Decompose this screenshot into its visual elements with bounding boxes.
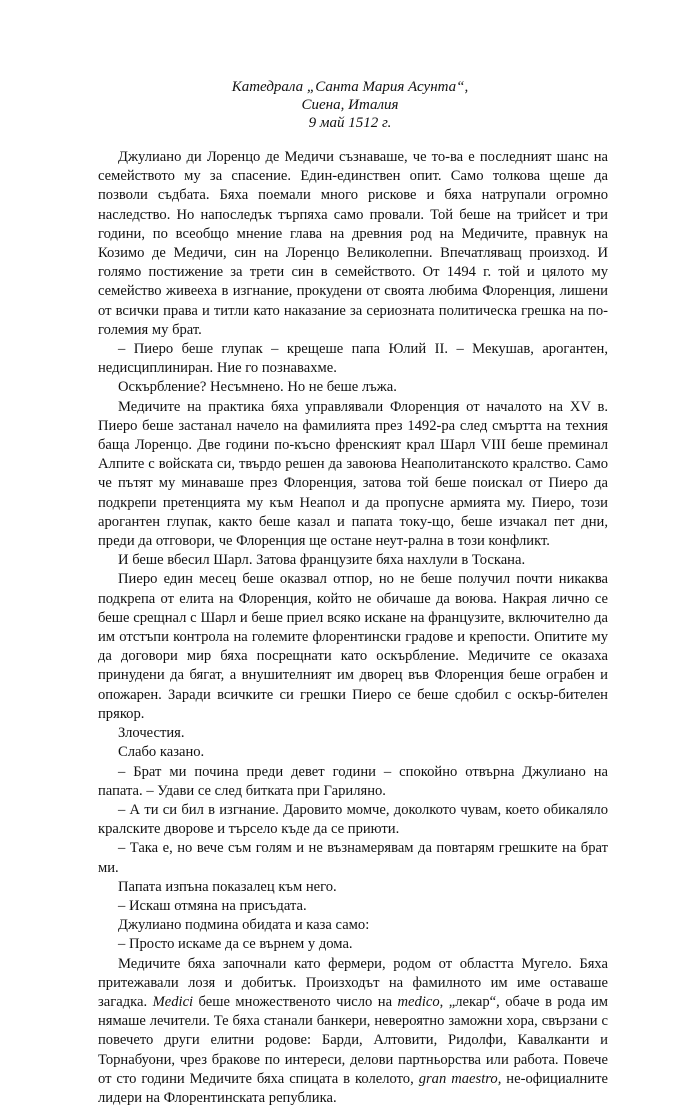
paragraph: Оскърбление? Несъмнено. Но не беше лъжа. [118,379,397,396]
paragraph: – Пиеро беше глупак – крещеше папа Юлий II. – Мекушав, арогантен, недисциплиниран. Ние го познавахме. [98,341,608,377]
paragraph: – Брат ми почина преди девет години – спокойно отвърна Джулиано на папата. – Удави се след битката при Гариляно. [98,763,608,799]
heading-location: Катедрала „Санта Мария Асунта“, [231,79,469,95]
italic-term-medico: medico [397,993,440,1010]
paragraph: Джулиано подмина обидата и каза само: [118,917,370,934]
paragraph: Джулиано ди Лоренцо де Медичи съзнаваше, че то-ва е последният шанс на семейството му за спасение. Един-единствен опит. Само толкова щеше да позволи съдбата. Бяха поемали много рискове и бяха натрупали огромно наследство. Но напоследък търпяха само провали. Той беше на трийсет и три години, по всеобщо мнение глава на древния род на Медичите, правнук на Козимо де Медичи, син на Лоренцо Великолепни. Впечатляващ произход. И голямо постижение за трети син в семейството. От 1494 г. той и цялото му семейство живееха в изгнание, прокудени от своята любима Флоренция, лишени от всички права и титли като наказание за сериозната политическа грешка на по-големия му брат. [98,149,608,338]
paragraph-last [98,955,608,1108]
italic-term-gran-maestro: gran maestro, [418,1070,502,1087]
paragraph: – А ти си бил в изгнание. Даровито момче, доколкото чувам, което обикаляло кралските дворове и търсело къде да се приюти. [98,801,608,838]
paragraph: Слабо казано. [118,744,205,761]
paragraph: – Така е, но вече съм голям и не възнамерявам да повтарям грешките на брат ми. [98,840,608,876]
paragraph: И беше вбесил Шарл. Затова французите бяха нахлули в Тоскана. [118,552,526,569]
paragraph: Пиеро един месец беше оказвал отпор, но не беше получил почти никаква подкрепа от елита на Флоренция, който не обичаше да воюва. Накрая лично се беше срещнал с Шарл и беше приел всяко искане на французите, включително да им отстъпи контрола на големите флорентински градове и крепости. Опитите му да договори мир бяха посрещнати като оскърбление. Медичите се оказаха принудени да бягат, а внушителният им дворец във Флоренция беше ограбен и опожарен. Заради всичките си грешки Пиеро се беше сдобил с оскър-бителен прякор. [98,571,608,722]
paragraph: Папата изпъна показалец към него. [118,878,337,895]
text-run: беше множественото число на [193,993,398,1010]
chapter-heading [0,78,700,132]
paragraph: – Просто искаме да се върнем у дома. [118,936,353,953]
paragraph: Медичите на практика бяха управлявали Флоренция от началото на XV в. Пиеро беше застанал начело на фамилията през 1492-ра след смъртта на техния баща Лоренцо. Две години по-късно френският крал Шарл VIII беше преминал Алпите с войската си, твърдо решен да завоюва Неаполитанското кралство. Само че пътят му минаваше през Флоренция, затова той беше поискал от Пиеро да подкрепи претенцията му към Неапол и да пропусне армията му. Пиеро, този арогантен глупак, както беше казал и папата току-що, беше изчакал пет дни, преди да отговори, че Флоренция ще остане неут-рална в този конфликт. [98,398,608,550]
text-run: не-официалните лидери на Флорентинската република. [98,1070,608,1106]
paragraph: Злочестия. [118,725,185,742]
text-run: Медичите бяха започнали като фермери, родом от областта Мугело. Бяха притежавали лозя и добитък. Произходът на фамилното им име оставаше загадка. [98,955,608,1010]
heading-city: Сиена, Италия [301,97,399,113]
body-text [98,148,608,1108]
text-run: , „лекар“, обаче в рода им нямаше лечители. Те бяха станали банкери, невероятно заможни хора, свързани с повечето други елитни родове: Барди, Алтовити, Ридолфи, Кавалканти и Торнабуони, чрез бракове по интереси, делови партньорства или работа. Повече от сто години Медичите бяха спицата в колелото, [98,993,609,1087]
heading-date: 9 май 1512 г. [308,115,392,131]
italic-term-medici: Medici [152,993,194,1010]
paragraph: – Искаш отмяна на присъдата. [118,897,307,914]
